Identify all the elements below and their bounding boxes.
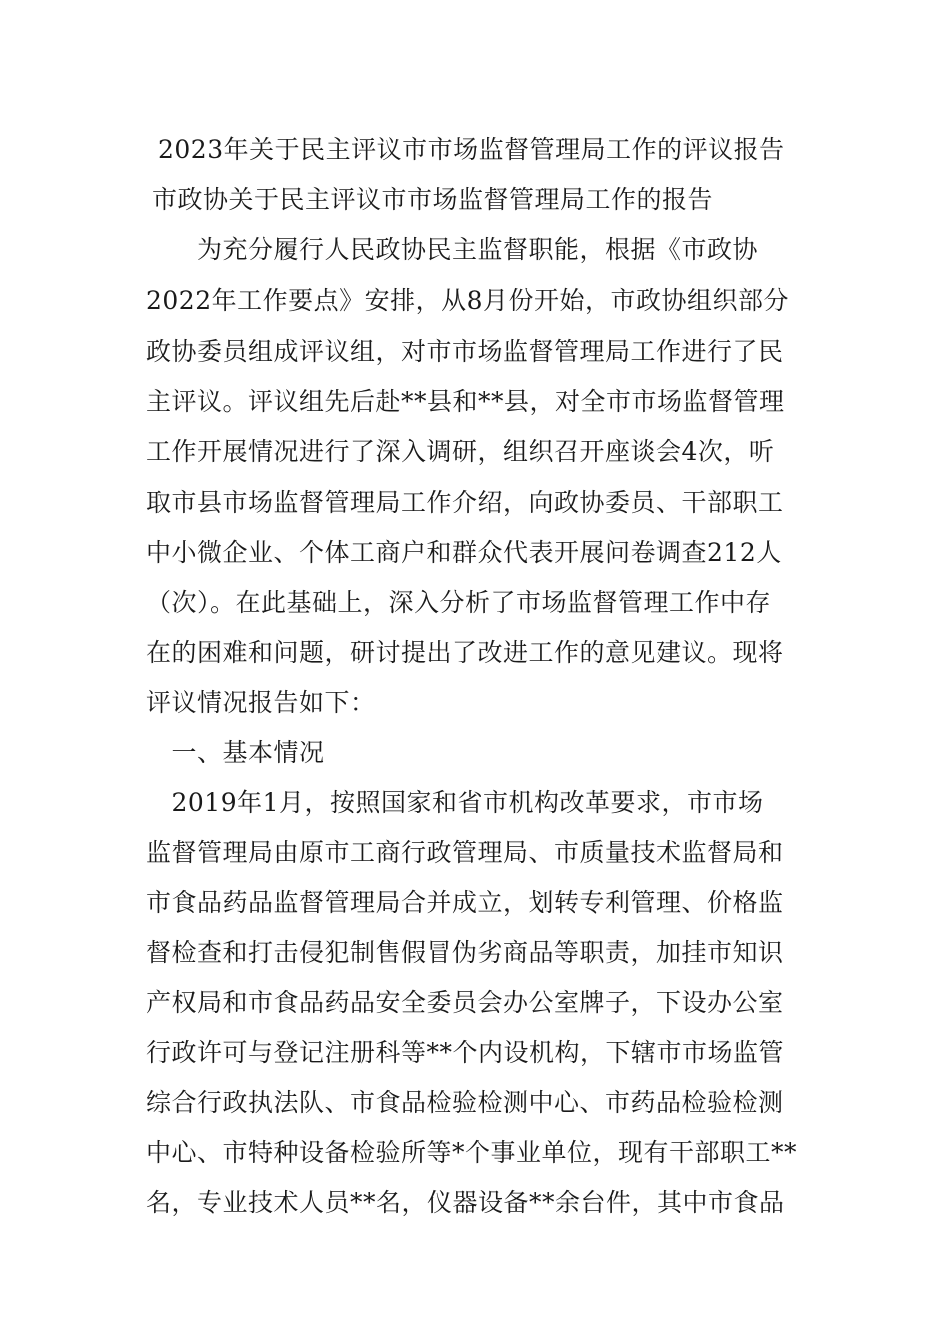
section-heading: 一、基本情况 <box>146 738 325 767</box>
paragraph-line: 2019年1月，按照国家和省市机构改革要求，市市场 <box>146 788 764 817</box>
paragraph-line: 政协委员组成评议组，对市市场监督管理局工作进行了民 <box>146 337 784 366</box>
paragraph-line: 督检查和打击侵犯制售假冒伪劣商品等职责，加挂市知识 <box>146 938 784 967</box>
paragraph-line: 为充分履行人民政协民主监督职能，根据《市政协 <box>146 235 759 264</box>
paragraph-line: 名，专业技术人员**名，仪器设备**余台件，其中市食品 <box>146 1188 785 1217</box>
paragraph-line: 取市县市场监督管理局工作介绍，向政协委员、干部职工 <box>146 488 784 517</box>
paragraph-line: 行政许可与登记注册科等**个内设机构，下辖市市场监管 <box>146 1038 785 1067</box>
document-subtitle: 市政协关于民主评议市市场监督管理局工作的报告 <box>152 185 714 214</box>
paragraph-line: 工作开展情况进行了深入调研，组织召开座谈会4次，听 <box>146 437 775 466</box>
document-title: 2023年关于民主评议市市场监督管理局工作的评议报告 <box>158 135 785 164</box>
paragraph-line: 中心、市特种设备检验所等*个事业单位，现有干部职工** <box>146 1138 798 1167</box>
paragraph-line: 监督管理局由原市工商行政管理局、市质量技术监督局和 <box>146 838 784 867</box>
paragraph-line: 在的困难和问题，研讨提出了改进工作的意见建议。现将 <box>146 638 784 667</box>
paragraph-line: 2022年工作要点》安排，从8月份开始，市政协组织部分 <box>146 286 790 315</box>
paragraph-line: 产权局和市食品药品安全委员会办公室牌子，下设办公室 <box>146 988 784 1017</box>
paragraph-line: 中小微企业、个体工商户和群众代表开展问卷调查212人 <box>146 538 782 567</box>
paragraph-line: 主评议。评议组先后赴**县和**县，对全市市场监督管理 <box>146 387 785 416</box>
paragraph-line: 市食品药品监督管理局合并成立，划转专利管理、价格监 <box>146 888 784 917</box>
paragraph-line: 评议情况报告如下： <box>146 688 376 717</box>
paragraph-line: （次）。在此基础上，深入分析了市场监督管理工作中存 <box>146 588 772 617</box>
paragraph-line: 综合行政执法队、市食品检验检测中心、市药品检验检测 <box>146 1088 784 1117</box>
